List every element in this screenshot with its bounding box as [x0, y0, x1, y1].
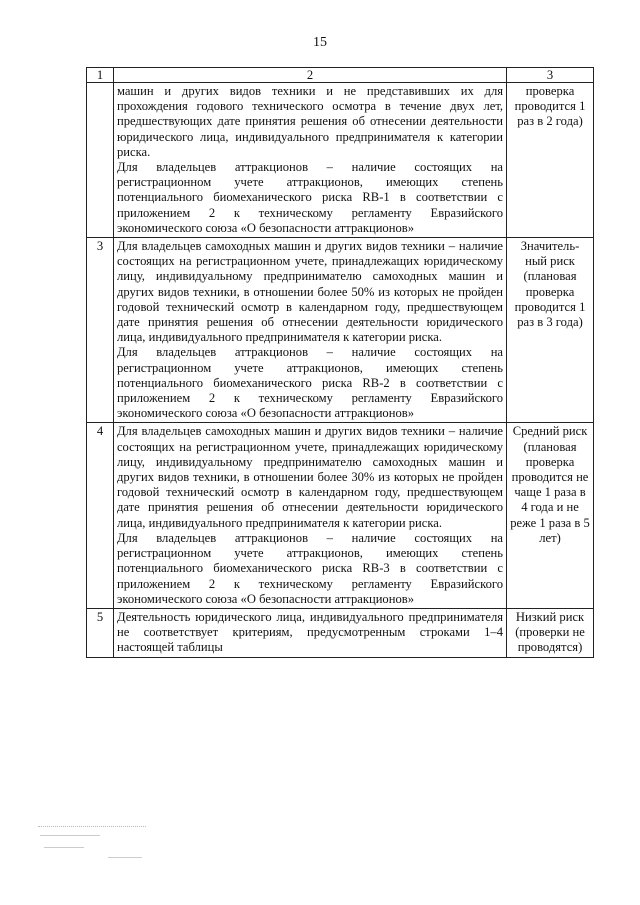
header-col-1: 1 [87, 68, 114, 83]
criteria-cell [113, 238, 506, 423]
criteria-paragraph: Для владельцев самоходных машин и других видов техники – наличие состоящих на регистрационном учете, принадлежащих юридическому лицу, индивидуальному предпринимателю самоходных машин и других видов техники, в отношении более 50% из которых не пройден годовой технический осмотр в календарном году, предшествующем дате принятия решения об отнесении деятельности юридического лица, индивидуального предпринимателя к категории риска. [116, 239, 504, 345]
risk-category-cell [507, 83, 594, 238]
table-row [87, 608, 594, 657]
header-col-3: 3 [507, 68, 594, 83]
risk-category-text: проверка проводится 1 раз в 2 года) [514, 84, 586, 129]
criteria-paragraph: Для владельцев самоходных машин и других видов техники – наличие состоящих на регистрационном учете, принадлежащих юридическому лицу, индивидуальному предпринимателю самоходных машин и других видов техники, в отношении более 30% из которых не пройден годовой технический осмотр в календарном году, предшествующем дате принятия решения об отнесении деятельности юридического лица, индивидуального предпринимателя к категории риска. [116, 424, 504, 530]
risk-category-cell [507, 423, 594, 608]
criteria-cell [113, 83, 506, 238]
row-number: 3 [87, 238, 114, 423]
row-number: 4 [87, 423, 114, 608]
criteria-paragraph: машин и других видов техники и не представивших их для прохождения годового технического осмотра в течение двух лет, предшествующих дате принятия решения об отнесении деятельности юридического лица, индивидуального предпринимателя к категории риска. [116, 84, 504, 159]
risk-category-text: Средний риск (плановая проверка проводится не чаще 1 раза в 4 года и не реже 1 раза в 5 лет) [510, 424, 590, 545]
risk-category-cell [507, 238, 594, 423]
criteria-cell [113, 608, 506, 657]
criteria-paragraph: Для владельцев аттракционов – наличие состоящих на регистрационном учете аттракционов, имеющих степень потенциального биомеханического риска RB-2 в соответствии с приложением 2 к техническому регламенту Евразийского экономического союза «О безопасности аттракционов» [116, 345, 504, 421]
criteria-cell [113, 423, 506, 608]
table-row [87, 83, 594, 238]
criteria-paragraph: Для владельцев аттракционов – наличие состоящих на регистрационном учете аттракционов, имеющих степень потенциального биомеханического риска RB-1 в соответствии с приложением 2 к техническому регламенту Евразийского экономического союза «О безопасности аттракционов» [116, 160, 504, 235]
table-row [87, 423, 594, 608]
faint-stamp-mark [38, 826, 146, 861]
row-number [87, 83, 114, 238]
risk-category-text: Значитель-ный риск (плановая проверка проводится 1 раз в 3 года) [514, 239, 586, 330]
criteria-paragraph: Для владельцев аттракционов – наличие состоящих на регистрационном учете аттракционов, имеющих степень потенциального биомеханического риска RB-3 в соответствии с приложением 2 к техническому регламенту Евразийского экономического союза «О безопасности аттракционов» [116, 530, 504, 606]
header-col-2: 2 [113, 68, 506, 83]
risk-category-cell [507, 608, 594, 657]
risk-category-text: Низкий риск (проверки не проводятся) [515, 609, 585, 655]
row-number: 5 [87, 608, 114, 657]
criteria-paragraph: Деятельность юридического лица, индивидуального предпринимателя не соответствует критериям, предусмотренным строками 1–4 настоящей таблицы [116, 609, 504, 655]
table-header-row [87, 68, 594, 83]
table-row [87, 238, 594, 423]
page-number: 15 [313, 35, 327, 50]
risk-criteria-table [86, 67, 594, 658]
